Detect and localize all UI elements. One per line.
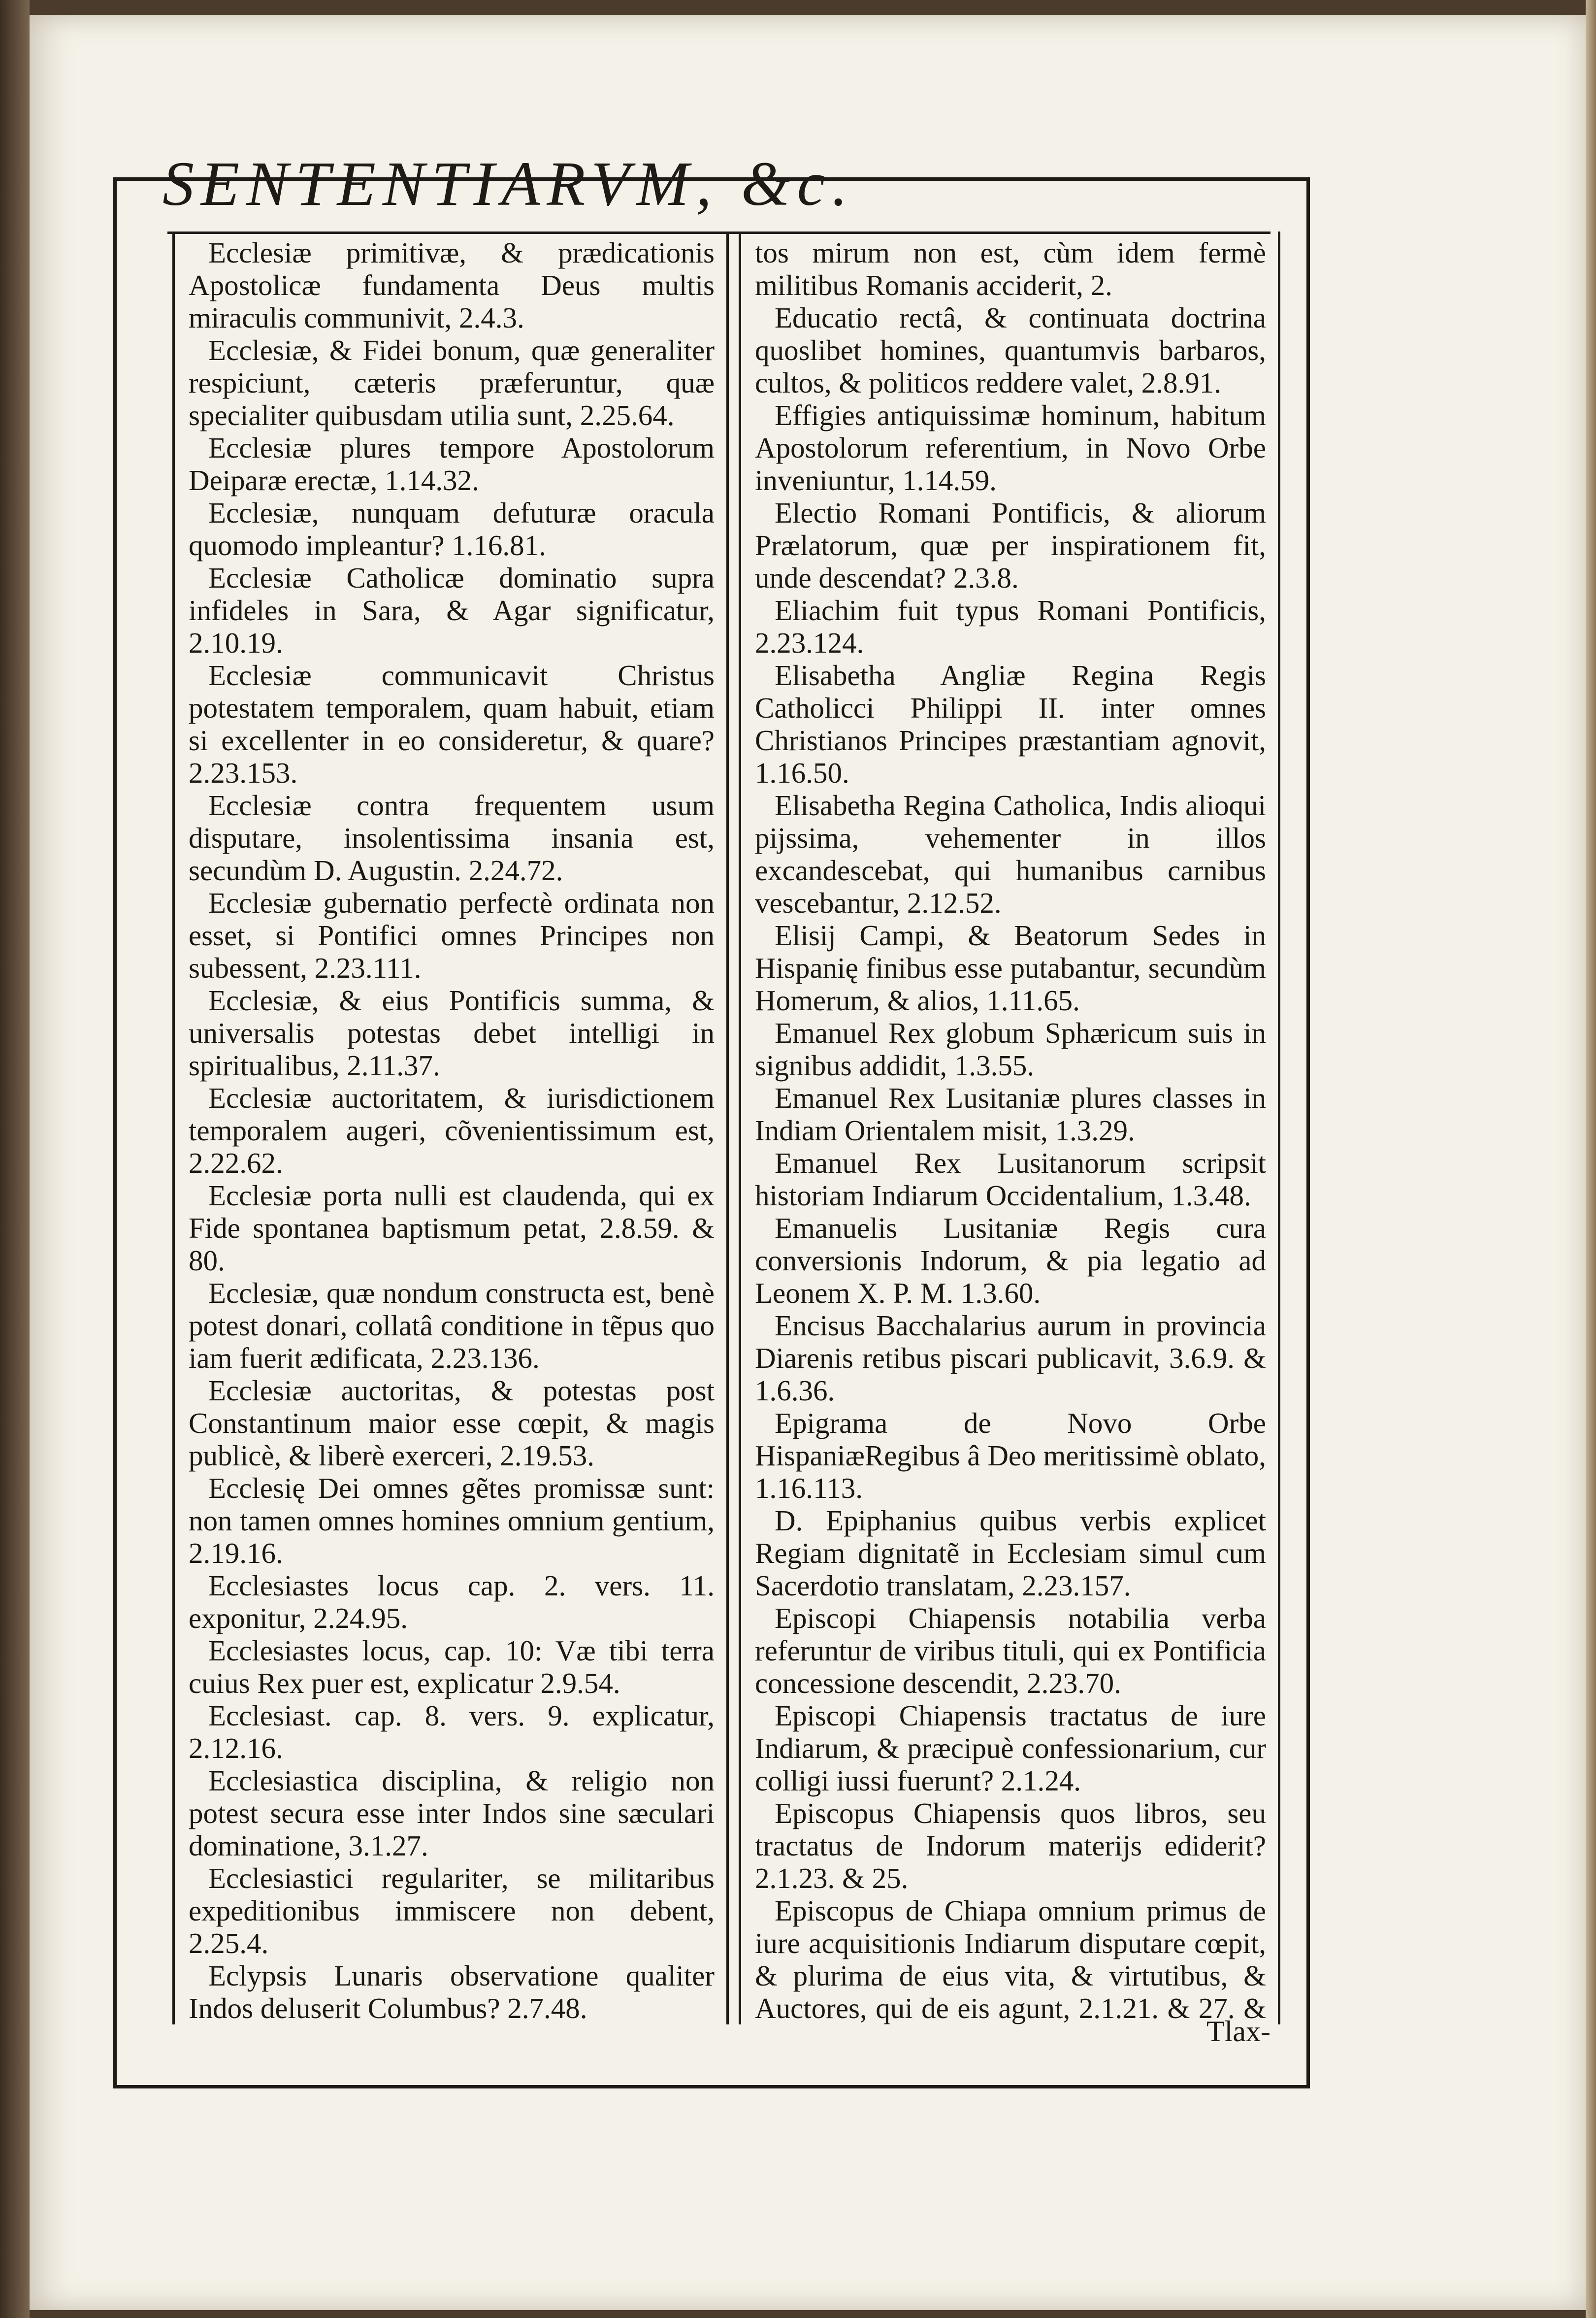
index-entry: Ecclesiæ porta nulli est claudenda, qui ex Fide spontanea baptismum petat, 2.8.59. & 80. [189, 1179, 715, 1277]
index-column-right [739, 232, 1280, 2024]
index-entry: tos mirum non est, cùm idem fermè militibus Romanis acciderit, 2. [755, 236, 1266, 301]
index-entry: Elisabetha Regina Catholica, Indis alioqui pijssima, vehementer in illos excandescebat, qui humanibus carnibus vescebantur, 2.12.52. [755, 789, 1266, 919]
index-entry: Ecclesiæ Catholicæ dominatio supra infideles in Sara, & Agar significatur, 2.10.19. [189, 562, 715, 659]
index-entry: Elisij Campi, & Beatorum Sedes in Hispanię finibus esse putabantur, secundùm Homerum, & alios, 1.11.65. [755, 919, 1266, 1017]
index-entry: Ecclesiastici regulariter, se militaribus expeditionibus immiscere non debent, 2.25.4. [189, 1862, 715, 1959]
index-entry: Ecclesiastes locus cap. 2. vers. 11. exponitur, 2.24.95. [189, 1569, 715, 1634]
running-head: SENTENTIARVM, &c. [163, 149, 855, 219]
index-entry: Ecclesiæ primitivæ, & prædicationis Apostolicæ fundamenta Deus multis miraculis communivit, 2.4.3. [189, 236, 715, 334]
index-entry: Effigies antiquissimæ hominum, habitum Apostolorum referentium, in Novo Orbe inveniuntur, 1.14.59. [755, 399, 1266, 497]
index-column-left [172, 232, 729, 2024]
index-entry: Episcopus de Chiapa omnium primus de iure acquisitionis Indiarum disputare cœpit, & plurima de eius vita, & virtutibus, & Auctores, qui de eis agunt, 2.1.21. & 27. & [755, 1894, 1266, 2024]
index-entry: Ecclesiæ, & Fidei bonum, quæ generaliter respiciunt, cæteris præferuntur, quæ specialiter quibusdam utilia sunt, 2.25.64. [189, 334, 715, 431]
index-entry: Episcopi Chiapensis notabilia verba referuntur de viribus tituli, qui ex Pontificia concessione descendit, 2.23.70. [755, 1602, 1266, 1699]
index-entry: Encisus Bacchalarius aurum in provincia Diarenis retibus piscari publicavit, 3.6.9. & 1.6.36. [755, 1309, 1266, 1407]
index-entry: Ecclesiæ contra frequentem usum disputare, insolentissima insania est, secundùm D. Augustin. 2.24.72. [189, 789, 715, 887]
index-entry: Emanuel Rex globum Sphæricum suis in signibus addidit, 1.3.55. [755, 1017, 1266, 1082]
index-entry: Ecclesiæ auctoritatem, & iurisdictionem temporalem augeri, cõvenientissimum est, 2.22.62. [189, 1082, 715, 1179]
index-entry: Emanuelis Lusitaniæ Regis cura conversionis Indorum, & pia legatio ad Leonem X. P. M. 1.3.60. [755, 1212, 1266, 1309]
index-entry: Emanuel Rex Lusitanorum scripsit historiam Indiarum Occidentalium, 1.3.48. [755, 1147, 1266, 1212]
index-entry: Electio Romani Pontificis, & aliorum Prælatorum, quæ per inspirationem fit, unde descendat? 2.3.8. [755, 497, 1266, 594]
index-entry: Ecclesiastes locus, cap. 10: Væ tibi terra cuius Rex puer est, explicatur 2.9.54. [189, 1634, 715, 1699]
index-entry: Ecclesię Dei omnes gẽtes promissæ sunt: non tamen omnes homines omnium gentium, 2.19.16. [189, 1472, 715, 1569]
index-entry: Eliachim fuit typus Romani Pontificis, 2.23.124. [755, 594, 1266, 659]
index-entry: Ecclesiast. cap. 8. vers. 9. explicatur, 2.12.16. [189, 1699, 715, 1764]
index-entry: Ecclesiæ gubernatio perfectè ordinata non esset, si Pontifici omnes Principes non subessent, 2.23.111. [189, 887, 715, 984]
page-edge [1586, 0, 1596, 2318]
index-entry: Ecclesiæ plures tempore Apostolorum Deiparæ erectæ, 1.14.32. [189, 431, 715, 497]
catchword: Tlax- [1206, 2015, 1270, 2048]
index-entry: Episcopi Chiapensis tractatus de iure Indiarum, & præcipuè confessionarium, cur colligi iussi fuerunt? 2.1.24. [755, 1699, 1266, 1797]
index-entry: D. Epiphanius quibus verbis explicet Regiam dignitatẽ in Ecclesiam simul cum Sacerdotio translatam, 2.23.157. [755, 1504, 1266, 1602]
index-entry: Ecclesiæ communicavit Christus potestatem temporalem, quam habuit, etiam si excellenter in eo consideretur, & quare? 2.23.153. [189, 659, 715, 789]
index-entry: Ecclesiæ, nunquam defuturæ oracula quomodo impleantur? 1.16.81. [189, 497, 715, 562]
index-entry: Episcopus Chiapensis quos libros, seu tractatus de Indorum materijs ediderit? 2.1.23. & 25. [755, 1797, 1266, 1894]
index-entry: Epigrama de Novo Orbe HispaniæRegibus â Deo meritissimè oblato, 1.16.113. [755, 1407, 1266, 1504]
index-entry: Ecclesiæ, & eius Pontificis summa, & universalis potestas debet intelligi in spiritualibus, 2.11.37. [189, 984, 715, 1082]
index-entry: Ecclesiæ, quæ nondum constructa est, benè potest donari, collatâ conditione in tẽpus quo iam fuerit ædificata, 2.23.136. [189, 1277, 715, 1374]
book-gutter [0, 0, 30, 2318]
index-entry: Eclypsis Lunaris observatione qualiter Indos deluserit Columbus? 2.7.48. [189, 1959, 715, 2024]
index-entry: Elisabetha Angliæ Regina Regis Catholicci Philippi II. inter omnes Christianos Principes præstantiam agnovit, 1.16.50. [755, 659, 1266, 789]
index-entry: Emanuel Rex Lusitaniæ plures classes in Indiam Orientalem misit, 1.3.29. [755, 1082, 1266, 1147]
index-entry: Ecclesiastica disciplina, & religio non potest secura esse inter Indos sine sæculari dominatione, 3.1.27. [189, 1764, 715, 1862]
index-entry: Educatio rectâ, & continuata doctrina quoslibet homines, quantumvis barbaros, cultos, & politicos reddere valet, 2.8.91. [755, 301, 1266, 399]
index-entry: Ecclesiæ auctoritas, & potestas post Constantinum maior esse cœpit, & magis publicè, & liberè exerceri, 2.19.53. [189, 1374, 715, 1472]
